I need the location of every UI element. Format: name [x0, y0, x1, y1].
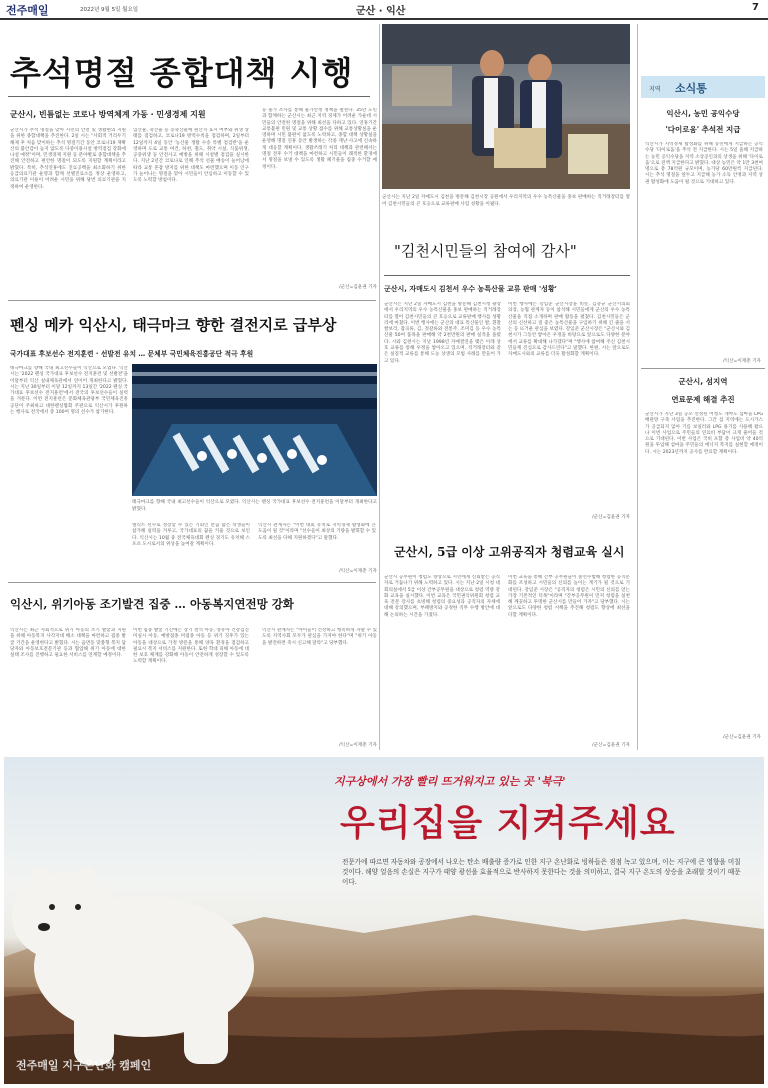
fencing-byline: /익산=이재춘 기자 — [339, 569, 377, 574]
sidebar-item1-byline: /익산=이재춘 기자 — [723, 359, 761, 364]
fencing-photo-caption: 태극마크를 향해 국내 최고선수들이 익산으로 모였다. 익산시는 펜싱 국가대표 후보선수 전지훈련을 이달부터 개최한다고 밝혔다. — [132, 500, 377, 512]
top-body-col3: 등 물가 조사를 통해 물가안정 정책을 펼친다. 35만 도민과 함께하는 군산시는 최근 지역 경제가 어려운 가운데 시민들의 안전한 명절을 위해 최선을 다하고 있다. 연휴기간 교통불편 민원 및 교통 상황 접수를 위해 교통상황실을 운영하며 시민 불편이 없도록 노력하고, 종합 대책 상황실을 운영해 명절 연휴 동안 발생하는 각종 재난·사고에 신속하게 대응할 계획이다. 생활쓰레기 처리 대책과 관련해서는 명절 전후 수거 대책을 마련하고 시민들이 쾌적한 환경에서 명절을 보낼 수 있도록 생활 폐기물을 집중 수거할 예정이다. — [262, 108, 377, 170]
gimcheon-photo-caption: 군산시는 지난 2일 자매도시 김천을 방문해 김천시장 공원에서 우리지역의 우수 농특산물을 홍보 판매하는 직거래장터를 열어 김천시민들의 큰 호응으로 교류판매 사업 성황을 이뤘다. — [382, 195, 630, 207]
top-rule — [8, 96, 370, 97]
sidebar-item2-byline: /군산=김윤권 기자 — [723, 735, 761, 740]
masthead — [0, 0, 768, 18]
sidebar-label: 지역 — [649, 86, 661, 93]
integrity-body-col2: 이번 교육을 통해 간부 공무원들이 솔선수범해 청렴한 공직문화를 조성하고 시민들의 신뢰를 높이는 계기가 될 것으로 기대된다. 강임준 시장은 "공직자의 청렴은 시민의 신뢰를 얻는 가장 기본적인 덕목"이라며 "간부공무원이 먼저 청렴을 실천해 깨끗하고 투명한 군산시를 만들어 가자"고 당부했다. 시는 앞으로도 다양한 청렴 시책을 추진해 청렴도 향상에 최선을 다할 계획이다. — [508, 575, 630, 618]
climate-ad — [4, 757, 764, 1084]
child-headline: 익산시, 위기아동 조기발견 집중 … 아동복지연전망 강화 — [10, 597, 294, 611]
ad-title: 우리집을 지켜주세요 — [340, 802, 676, 844]
ad-footer: 전주매일 지구온난화 캠페인 — [16, 1059, 152, 1072]
top-byline: /군산=김윤권 기자 — [339, 285, 377, 290]
gimcheon-photo — [382, 24, 630, 189]
sidebar-item1-subtitle: '다이로움' 추석전 지급 — [665, 125, 741, 134]
child-body-col2: 이번 집중 발굴 기간에는 장기 결석 아동, 영유아 건강검진 미실시 아동, 예방접종 미접종 아동 등 위기 징후가 있는 아동을 대상으로 가정 방문을 통해 양육 환경을 점검하고 필요시 복지 서비스를 지원한다. 또한 학대 피해 아동에 대한 보호 체계를 강화해 아동이 안전하게 성장할 수 있도록 노력할 계획이다. — [133, 628, 249, 665]
fencing-subhead: 국가대표 후보선수 전지훈련 · 선발전 유치 … 문체부 국민체육진흥공단 적극 후원 — [10, 350, 254, 358]
top-headline: 추석명절 종합대책 시행 — [10, 54, 354, 92]
ad-body: 전문가에 따르면 자동차와 공장에서 나오는 탄소 배출량 증가로 인한 지구 온난화로 빙하들은 점점 녹고 있으며, 이는 지구에 큰 영향을 미칠 것이다. 해양 얼음의 손실은 지구가 태양 광선을 효율적으로 반사하지 못한다는 것을 의미하고, 결국 지구 온도의 상승을 초래할 것이기 때문이다. — [342, 858, 741, 886]
sidebar-item2-body: 군산시가 지난 3일 공모 선정된 어청도 개야도 섬마을 LPG 배관망 구축 사업을 추진한다. 그간 섬 지역에는 도시가스가 공급되지 않아 기름 보일러와 LPG 용기를 사용해 왔으나 이번 사업으로 주민들의 연료비 부담이 크게 줄어들 것으로 기대된다. 이번 사업은 국비 포함 총 사업비 약 40억원을 투입해 섬마을 주민들의 에너지 복지를 실현할 예정이다. 시는 2023년까지 공사를 완료할 계획이다. — [645, 412, 763, 455]
sidebar-item1-title: 익산시, 농민 공익수당 — [666, 109, 740, 118]
ad-tagline: 지구상에서 가장 빨리 뜨거워지고 있는 곳 '북극' — [334, 775, 566, 788]
sidebar-divider — [641, 368, 765, 369]
gimcheon-rule — [384, 275, 630, 276]
masthead-rule — [0, 18, 768, 20]
page-number: 7 — [752, 2, 759, 13]
gimcheon-body-col1: 군산시는 지난 2일 자매도시 김천을 방문해 김천시청 광장에서 우리지역의 우수 농특산물을 홍보 판매하는 직거래장터를 열어 김천시민들의 큰 호응으로 교류판매 행사를 성황리에 마쳤다. 이번 행사에는 군산의 대표 특산물인 쌀, 흰찰쌀보리, 잡곡류, 김, 젓갈류와 전통주, 조미김 등 우수 농특산물 50여 품목을 판매해 약 2천만원의 판매 실적을 올렸다. 시와 김천시는 지난 1998년 자매결연을 맺은 이래 상호 교류를 통해 우정을 쌓아오고 있으며, 직거래장터와 같은 실질적 교류를 통해 도농 상생의 모범 사례를 만들어 가고 있다. — [384, 302, 501, 364]
issue-date: 2022년 9월 5일 월요일 — [80, 7, 139, 13]
section-name: 군산 · 익산 — [356, 6, 406, 17]
top-subhead: 군산시, 빈틈없는 코로나 방역체계 가동 · 민생경제 지원 — [10, 110, 206, 119]
integrity-body-col1: 군산시 공무원이 청렴도 향상으로 시민에게 신뢰받는 공직자로 거듭나기 위해 노력하고 있다. 시는 지난 2일 시청 대회의실에서 5급 이상 간부공무원을 대상으로 청렴 역량 강화 교육을 실시했다. 이번 교육은 국민권익위원회 청렴 교육 전문 강사를 초빙해 청렴의 중요성과 공직자의 자세에 대해 강의했으며, 부패방지와 공정한 직무 수행 방안에 대해 논의하는 시간을 가졌다. — [384, 575, 500, 618]
gimcheon-subhead: 군산시, 자매도시 김천서 우수 농특산물 교류 판매 '성황' — [384, 285, 557, 293]
fencing-top-rule — [8, 300, 376, 301]
sidebar-title: 소식통 — [675, 82, 707, 95]
child-body-col1: 익산시는 최근 사회적으로 위기 아동의 조기 발굴과 지원을 위해 아동복지 사각지대 해소 대책을 마련하고 집중 발굴 기간을 운영한다고 밝혔다. 시는 읍면동 맞춤형 복지 담당자와 아동보호전문기관 등과 협업해 위기 아동에 대한 실태 조사를 진행하고 필요한 서비스를 연계할 예정이다. — [10, 628, 126, 659]
fencing-body-col3: 익산시 관계자는 "이번 대회 유치로 지역경제 활성화에 큰 도움이 될 것"이라며 "선수들이 최상의 기량을 발휘할 수 있도록 최선을 다해 지원하겠다"고 말했다. — [258, 523, 376, 541]
child-body-col3: 익산시 관계자는 "아이들이 건강하고 행복하게 자랄 수 있도록 지역사회 모두가 관심을 가져야 한다"며 "위기 아동을 발견하면 즉시 신고해 달라"고 당부했다. — [262, 628, 377, 646]
fencing-photo-art — [132, 364, 377, 496]
sidebar-item2-title: 군산시, 섬지역 — [678, 377, 728, 386]
child-top-rule — [8, 582, 376, 583]
gimcheon-photo-art — [382, 24, 630, 189]
column-divider-right — [637, 24, 638, 750]
gimcheon-byline: /군산=김윤권 기자 — [592, 515, 630, 520]
integrity-byline: /군산=김윤권 기자 — [592, 743, 630, 748]
integrity-headline: 군산시, 5급 이상 고위공직자 청렴교육 실시 — [394, 545, 625, 559]
fencing-body-col1: 태극마크를 향해 국내 최고선수들이 익산으로 모였다. 익산시는 '2022 펜싱 국가대표 후보선수 전지훈련 및 선발전'을 이달부터 익산 실내체육관에서 연이어 개최한다고 밝혔다. 시는 지난 30일부터 이달 12일까지 13일간 '2022 펜싱 국가대표 후보선수 전지훈련'에서 전국의 후보선수들이 실력을 겨룬다. 이번 전지훈련은 문화체육관광부 국민체육진흥공단이 주최하고 대한펜싱협회 주관으로 익산시가 후원하는 행사로 전국에서 총 100여 명의 선수가 참가한다. — [10, 366, 128, 416]
sidebar — [641, 72, 765, 750]
fencing-body-col2: 엘리트 선수로 성장할 수 있는 기회인 만큼 많은 학생들이 참가해 실력을 겨루고, 국가대표의 꿈을 키울 것으로 보인다. 익산시는 10월 중 전국체육대회 펜싱 경기도 유치해 스포츠 도시로서의 위상을 높여갈 계획이다. — [132, 523, 250, 547]
child-byline: /익산=이재춘 기자 — [339, 743, 377, 748]
column-divider-left — [379, 24, 380, 750]
sidebar-header — [641, 76, 765, 98]
sidebar-item2-subtitle: 연료문제 해결 추진 — [671, 395, 735, 404]
top-body-col1: 군산시가 추석 명절을 맞아 시민의 안전 및 생활편의 지원을 위한 종합대책을 추진한다. 2일 시는 "사회적 거리두기 해제 후 처음 맞이하는 추석 명절기간 동안 코로나19 재확산의 불안감이 높지 않도록 다중이용시설 방역점검 강화에 나설 예정"이며, 민생경제 지원 등 분야별로 종합대책을 추진해 안전하고 편안한 명절이 되도록 지원할 계획이라고 밝혔다. 특히, 추석연휴에도 진료공백을 최소화하기 위한 응급의료기관 운영과 함께 선별진료소를 정상 운영하고, 의료기관 이용이 어려운 시민을 위해 당번 의료기관을 지정하여 운영한다. — [10, 128, 126, 190]
paper-logo: 전주매일 — [6, 4, 49, 17]
sidebar-item1-body: 익산시가 지역경제 활성화를 위해 농민에게 지급하는 공익수당 '다이로움'을 추석 전 지급한다. 시는 5일 올해 지급하는 농민 공익수당을 지역 소상공인과의 상생을 위해 '다이로움'으로 전액 지급한다고 밝혔다. 대상 농민은 약 1만 3천여 명으로 총 78억원 규모이며, 농가당 60만원씩 지급된다. 시는 추석 명절을 앞두고 지급해 농가 소득 안정과 지역 상권 활성화에 도움이 될 것으로 기대하고 있다. — [645, 142, 763, 185]
gimcheon-body-col2: 이번 행사에는 강임준 군산시장을 비롯, 김충규 군산시의회 의장, 농협 관계자 등이 참석해 시민들에게 군산의 우수 농특산물을 직접 소개하며 판매 활동을 펼쳤다. 김천시민들은 군산의 신선하고 질 좋은 농특산물을 구입하기 위해 긴 줄을 서는 등 뜨거운 관심을 보였다. 강임준 군산시장은 "군산시와 김천시가 그동안 쌓아온 우정을 바탕으로 앞으로도 다양한 분야에서 교류를 확대해 나가겠다"며 "행사에 참여해 주신 김천시민들께 진심으로 감사드린다"고 말했다. 한편, 시는 앞으로도 자매도시와의 교류를 더욱 활성화할 계획이다. — [508, 302, 630, 358]
fencing-headline: 펜싱 메카 익산시, 태극마크 향한 결전지로 급부상 — [10, 316, 337, 334]
gimcheon-headline: "김천시민들의 참여에 감사" — [394, 242, 577, 260]
top-body-col2: 임산물, 축산물 등 농축산물에 원산지 표시 여부와 위생 상태를 점검하고, 코로나19 방역수칙을 점검하며, 2일부터 12일까지 4일 동안 '농산물 생활 수송 특별 점검반'을 운영하며 도로 교통 여건, 하천, 철도, 취약 시설, 식품위생, 공중위생 등 안전사고 예방을 위해 시설별 점검을 실시한다. 지난 2년간 코로나로 인해 추석 선물 배송이 늘어남에 따라 교통 혼잡 방지를 위한 대책도 마련했으며 이동 인구가 늘어나는 명절을 맞아 시민들이 안심하고 이동할 수 있도록 노력할 방침이다. — [133, 128, 249, 184]
fencing-photo — [132, 364, 377, 496]
